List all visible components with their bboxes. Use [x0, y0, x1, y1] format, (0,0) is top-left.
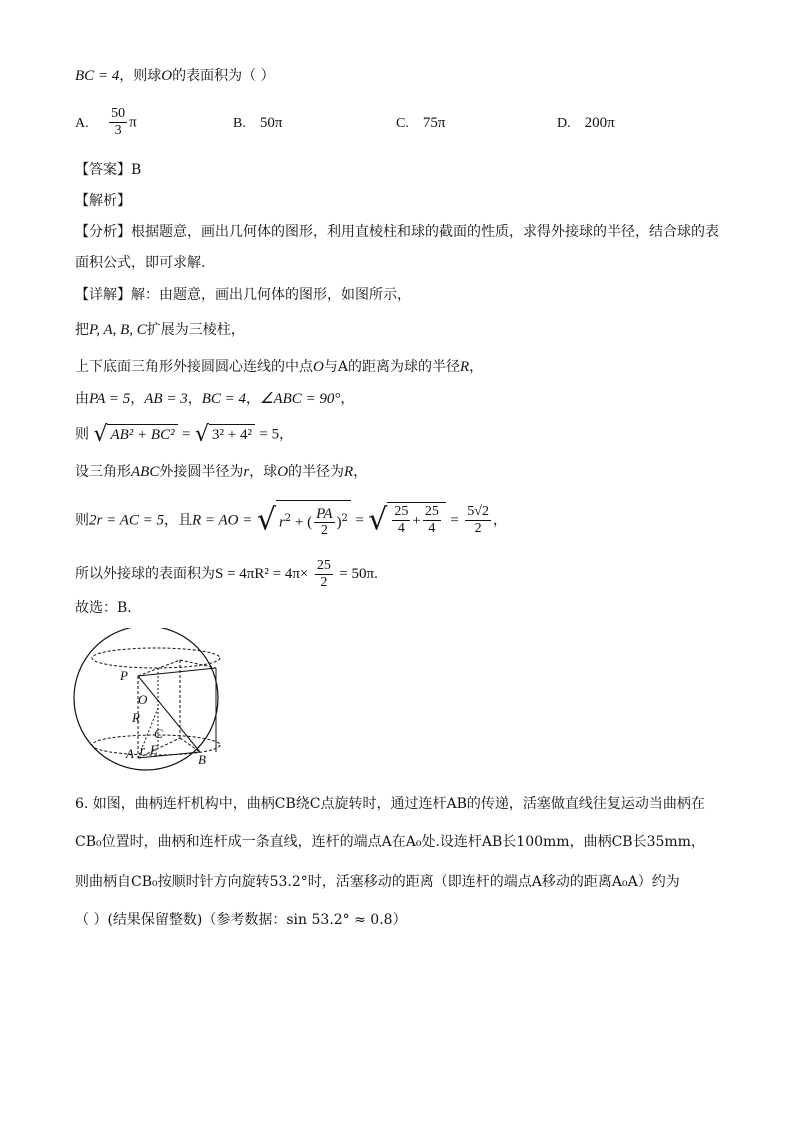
math-r: r [243, 464, 250, 480]
label-C: C [154, 726, 163, 741]
math-R: R [344, 464, 354, 480]
comma: ， [130, 391, 145, 407]
comma: ， [187, 391, 202, 407]
frac-den: 4 [428, 521, 436, 537]
frac-den: 3 [114, 123, 122, 138]
analysis-line-2: 面积公式，即可求解. [75, 255, 206, 271]
label-P: P [120, 668, 128, 683]
given-line [75, 389, 354, 409]
frac-result [465, 504, 491, 537]
option-c-label: C. [396, 116, 409, 131]
label-A: A [126, 746, 134, 761]
math-pa: PA = 5 [89, 391, 131, 407]
math-ab: AB = 3 [144, 391, 188, 407]
frac-num: 25 [394, 504, 409, 520]
sqrt-1: √ AB² + BC² [93, 424, 177, 445]
sqrt-3: √ $r^2$ + ( $\frac{PA}{2}$ )$^2$ [257, 500, 351, 541]
text: 的半径为 [288, 464, 345, 480]
text: 把 [75, 322, 89, 338]
option-b-value: 50π [259, 115, 283, 131]
option-c[interactable] [396, 115, 445, 132]
text: 所以外接球的表面积为 [75, 566, 215, 582]
set-line [75, 462, 367, 482]
text: 由 [75, 391, 89, 407]
stem-text: ，则球 [119, 68, 162, 84]
text: 则 [75, 426, 89, 443]
frac-den: 4 [397, 521, 405, 537]
comma: ， [492, 512, 507, 529]
result: = 5 [259, 426, 280, 443]
option-a[interactable] [75, 106, 137, 139]
text: ，且 [163, 512, 192, 529]
frac-den: 2 [474, 520, 482, 536]
option-a-label: A. [75, 115, 89, 131]
choose-line: 故选：B. [75, 600, 132, 616]
extend-line [75, 320, 245, 340]
label-O: O [138, 692, 148, 707]
frac-den: 2 [320, 523, 328, 539]
frac-num: 50 [111, 106, 126, 121]
sqrt-4: √ $\frac{25}{4}$ + $\frac{25}{4}$ [368, 502, 446, 539]
q6-line-2: CB₀位置时，曲柄和连杆成一条直线，连杆的端点A在A₀处.设连杆AB长100mm，曲柄CB长35mm， [75, 834, 705, 850]
radicand: 3² + 4² [209, 424, 255, 445]
text: ， [469, 359, 484, 375]
analysis-line-1: 【分析】根据题意，画出几何体的图形，利用直棱柱和球的截面的性质，求得外接球的半径，结合球的表 [75, 224, 719, 240]
math-o: O [313, 359, 324, 375]
then-line: 则2r = AC = 5，且R = AO = √ $r^2$ + ( $\frac{PA}{2}$ )$^2$ = √ $\frac{25}{4}$ + $\frac{25}{4}$ = $\frac{5√2}{2}$ ， [75, 500, 507, 541]
q5-stem-end [75, 66, 275, 86]
radicand: AB² + BC² [107, 424, 177, 445]
label-r: r [140, 742, 146, 757]
label-B: B [198, 752, 206, 767]
text: 外接圆半径为 [159, 464, 244, 480]
analysis-heading: 【解析】 [75, 193, 131, 209]
option-d-value: 200π [584, 115, 615, 131]
frac-num: 25 [316, 557, 331, 573]
text: 则 [75, 512, 89, 529]
math-result: = 50π. [339, 566, 378, 582]
comma: ， [279, 426, 294, 443]
text: 扩展为三棱柱， [146, 322, 245, 338]
pi-symbol: π [129, 114, 137, 131]
math-points: P, A, B, C [89, 322, 147, 338]
frac-num: 5√2 [467, 503, 489, 519]
math-bc: BC = 4 [201, 391, 246, 407]
text: ，球 [249, 464, 278, 480]
option-d-label: D. [557, 116, 571, 131]
answer: 【答案】B [75, 162, 142, 178]
text: 设三角形 [75, 464, 131, 480]
q6-line-1: 6. 如图，曲柄连杆机构中，曲柄CB绕C点旋转时，通过连杆AB的传递，活塞做直线往复运动当曲柄在 [75, 796, 705, 812]
text: 与A的距离为球的半径 [323, 359, 460, 375]
sphere-prism-figure [68, 628, 228, 778]
option-c-value: 75π [422, 115, 446, 131]
frac-den: 2 [320, 574, 328, 590]
ze-line: 则 √ AB² + BC² = √ 3² + 4² = 5， [75, 422, 294, 447]
math-abc: ABC [131, 464, 160, 480]
label-E: E [150, 742, 158, 757]
sqrt-2: √ 3² + 4² [195, 424, 255, 445]
frac-25-2 [315, 558, 333, 591]
option-a-fraction [109, 106, 127, 139]
math-surface: S = 4πR² = 4π× [215, 566, 309, 582]
option-b[interactable] [233, 115, 282, 132]
comma: ， [353, 464, 368, 480]
math-r: R [459, 359, 470, 375]
q6-line-3: 则曲柄自CB₀按顺时针方向旋转53.2°时，活塞移动的距离（即连杆的端点A移动的距离A₀A）约为 [75, 874, 680, 890]
frac-num: 25 [424, 504, 439, 520]
math-2r: 2r = AC = 5 [89, 512, 164, 529]
frac-num: PA [316, 506, 333, 523]
comma: ， [246, 391, 260, 407]
option-b-label: B. [233, 116, 246, 131]
math-o: O [161, 68, 173, 84]
math-angle: ∠ABC = 90° [260, 391, 341, 407]
math-R-eq: R = AO = [191, 512, 253, 529]
math-bc-eq: BC = 4 [75, 68, 120, 84]
center-line [75, 357, 483, 377]
surface-line [75, 556, 378, 592]
math-o: O [277, 464, 289, 480]
comma: ， [340, 391, 355, 407]
stem-text-2: 的表面积为（ ） [172, 68, 275, 84]
detail-line: 【详解】解：由题意，画出几何体的图形，如图所示， [75, 287, 411, 303]
option-d[interactable] [557, 115, 615, 132]
label-R: R [132, 710, 140, 725]
text: 上下底面三角形外接圆圆心连线的中点 [75, 359, 313, 375]
q6-line-4: （ ）(结果保留整数)（参考数据：sin 53.2° ≈ 0.8） [75, 912, 407, 928]
